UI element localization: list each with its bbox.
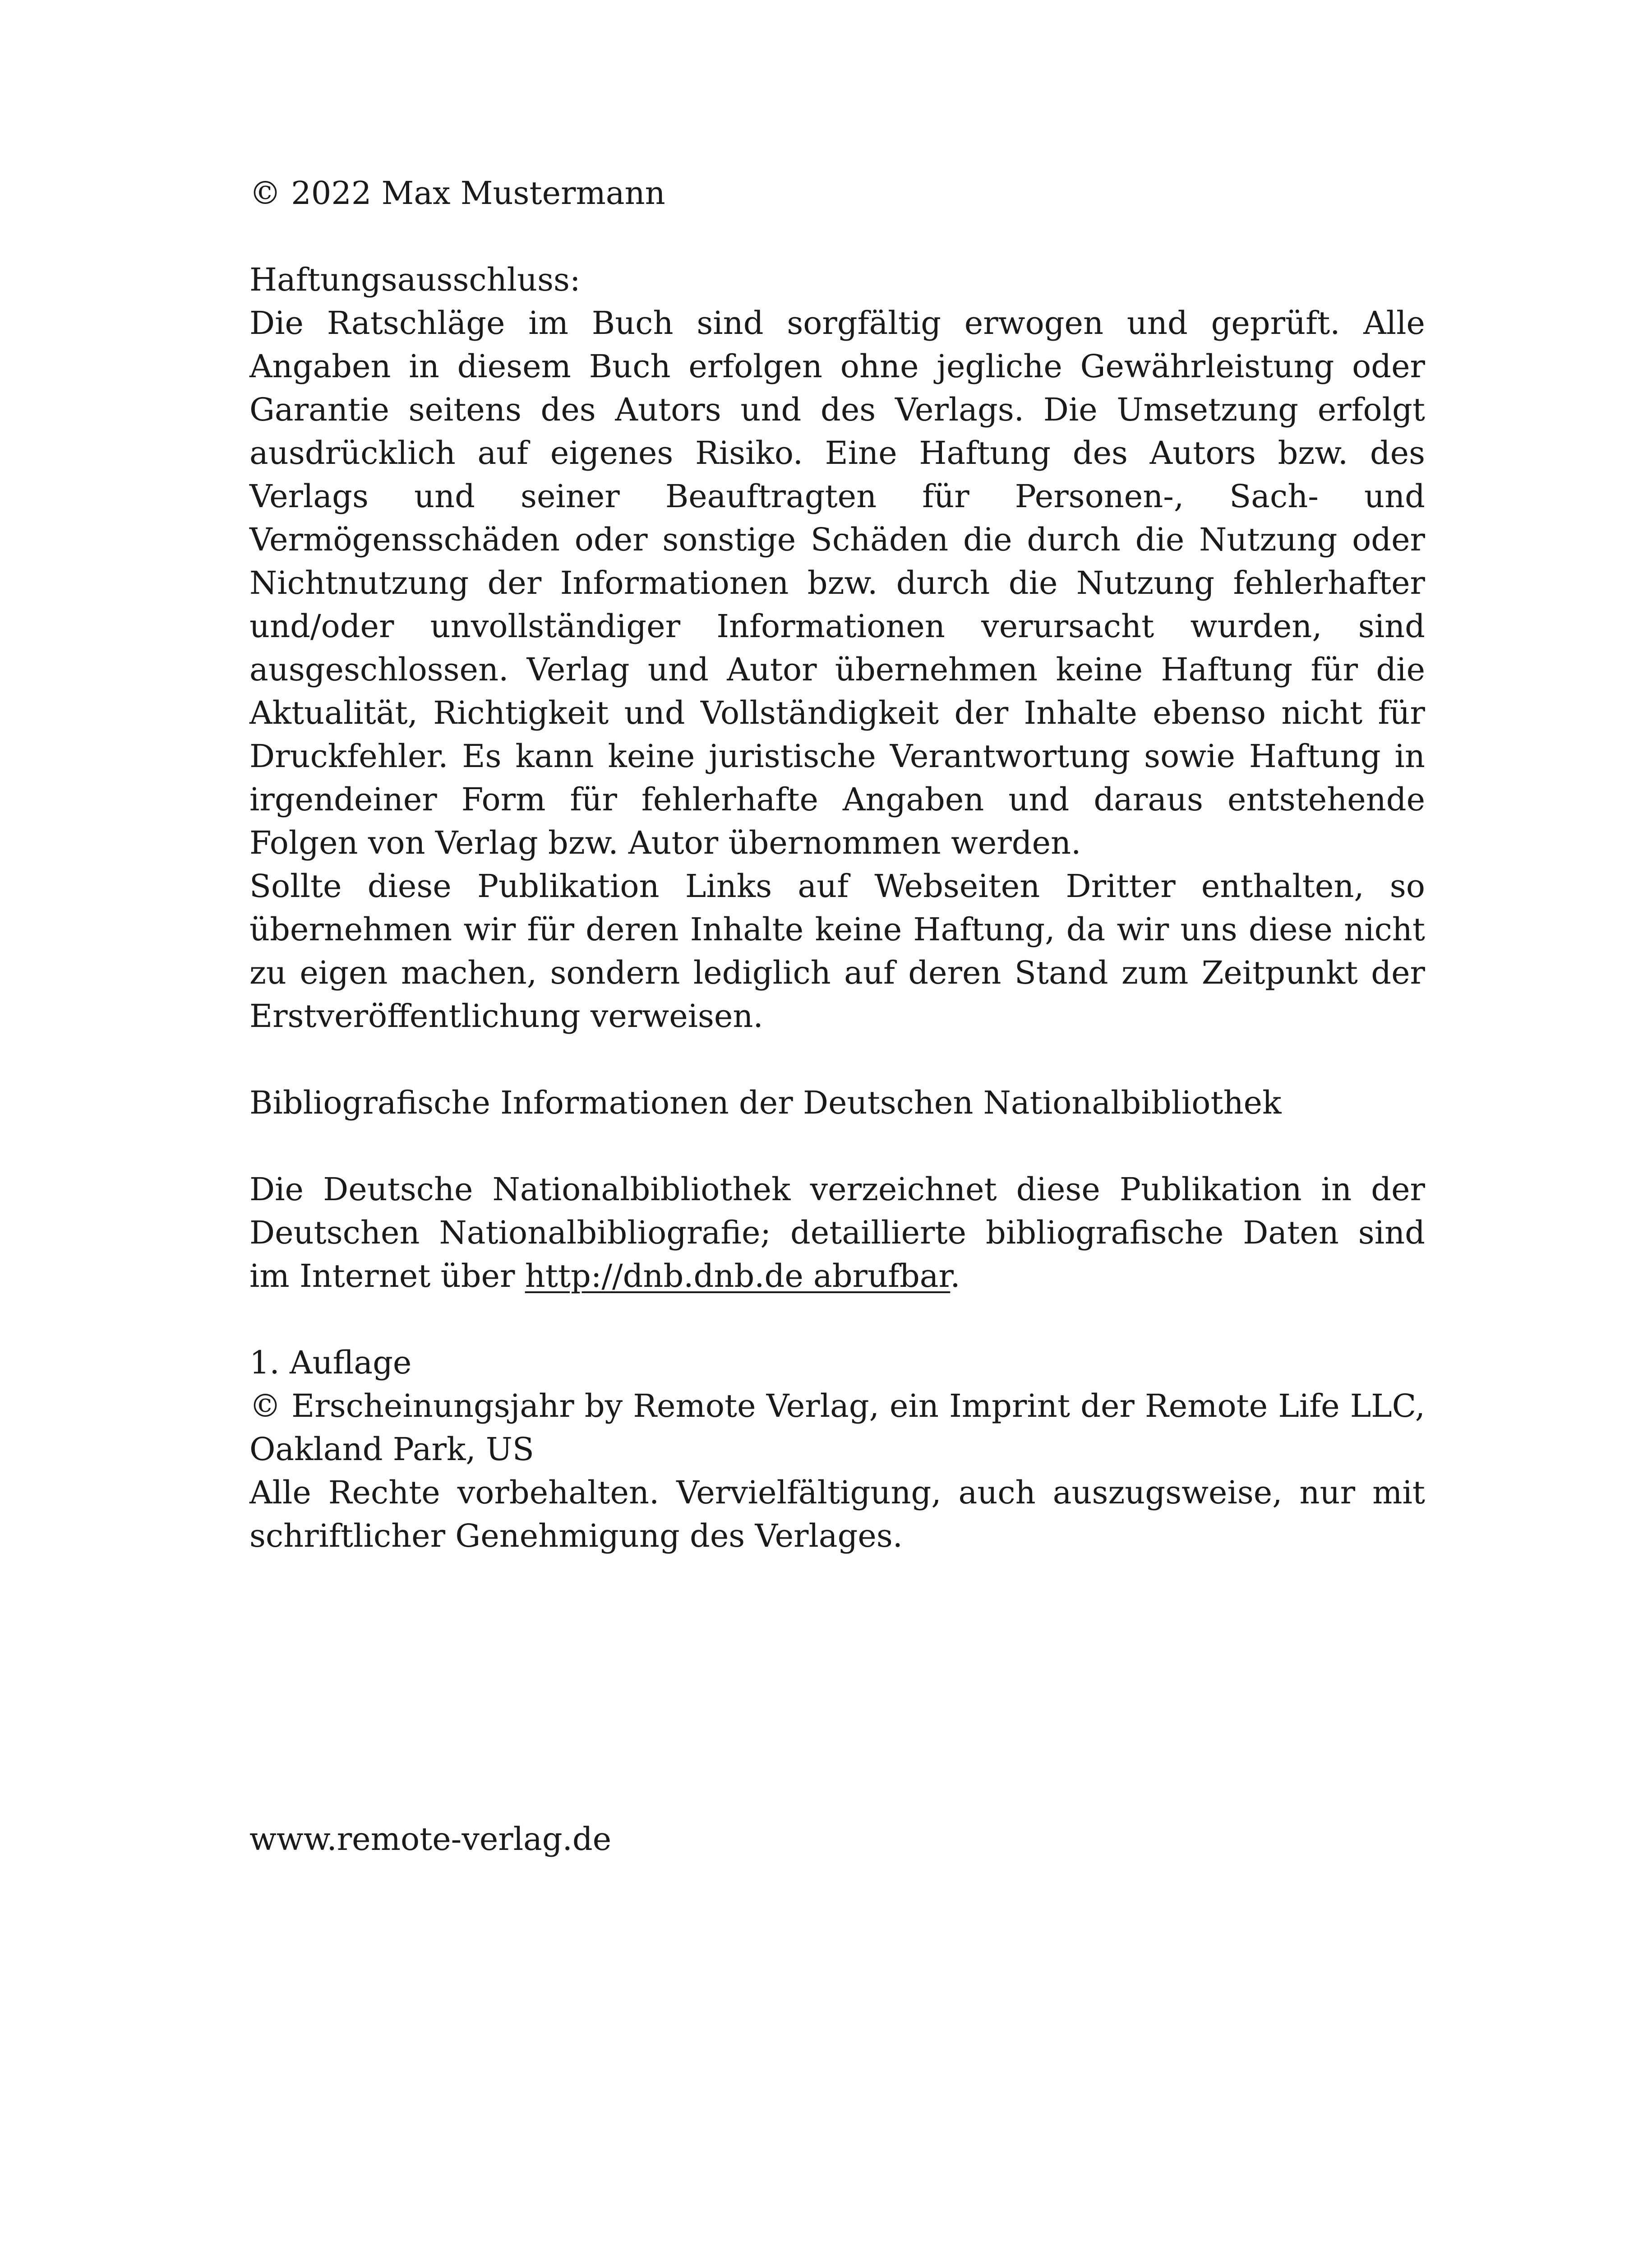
disclaimer-body: Die Ratschläge im Buch sind sorgfältig erwogen und geprüft. Alle Angaben in diesem Buch erfolgen ohne jegliche Gewährleistung oder Garantie seitens des Autors und des Verlags. Die Umsetzung erfolgt ausdrücklich auf eigenes Risiko. Eine Haftung des Autors bzw. des Verlags und seiner Beauftragten für Personen-, Sach- und Vermögensschäden oder sonstige Schäden die durch die Nutzung oder Nichtnutzung der Informationen bzw. durch die Nutzung fehlerhafter und/oder unvollständiger Informationen verursacht wurden, sind ausgeschlossen. Verlag und Autor übernehmen keine Haftung für die Aktualität, Richtigkeit und Vollständigkeit der Inhalte ebenso nicht für Druckfehler. Es kann keine juristische Verantwortung sowie Haftung in irgendeiner Form für fehlerhafte Angaben und daraus entstehende Folgen von Verlag bzw. Autor übernommen werden.	[249, 305, 1425, 861]
disclaimer-block	[249, 258, 1425, 864]
copyright-author-block	[249, 171, 1425, 215]
bibliographic-heading: Bibliografische Informationen der Deutschen Nationalbibliothek	[249, 1084, 1282, 1121]
links-notice-block	[249, 864, 1425, 1038]
disclaimer-heading: Haftungsausschluss:	[249, 261, 581, 298]
bibliographic-heading-block	[249, 1081, 1425, 1124]
edition-copyright: © Erscheinungsjahr by Remote Verlag, ein Imprint der Remote Life LLC, Oakland Park, US	[249, 1387, 1425, 1468]
bibliographic-body-suffix: .	[950, 1257, 960, 1294]
edition-label: 1. Auflage	[249, 1344, 412, 1381]
links-notice: Sollte diese Publikation Links auf Webseiten Dritter enthalten, so übernehmen wir für deren Inhalte keine Haftung, da wir uns diese nicht zu eigen machen, sondern lediglich auf deren Stand zum Zeitpunkt der Erstveröffentlichung verweisen.	[249, 868, 1425, 1035]
website-url[interactable]: www.remote-verlag.de	[249, 1821, 612, 1858]
rights-notice: Alle Rechte vorbehalten. Vervielfältigung, auch auszugsweise, nur mit schriftlicher Genehmigung des Verlages.	[249, 1474, 1425, 1554]
website-block	[249, 1817, 1425, 1861]
bibliographic-body	[249, 1168, 1425, 1298]
bibliographic-body-prefix: Die Deutsche Nationalbibliothek verzeichnet diese Publikation in der Deutschen Nationalbibliografie; detaillierte bibliografische Daten sind im Internet über	[249, 1171, 1425, 1294]
edition-block	[249, 1341, 1425, 1558]
bibliographic-body-block	[249, 1168, 1425, 1298]
copyright-author: © 2022 Max Mustermann	[249, 175, 665, 212]
dnb-link[interactable]: http://dnb.dnb.de abrufbar	[525, 1257, 951, 1294]
